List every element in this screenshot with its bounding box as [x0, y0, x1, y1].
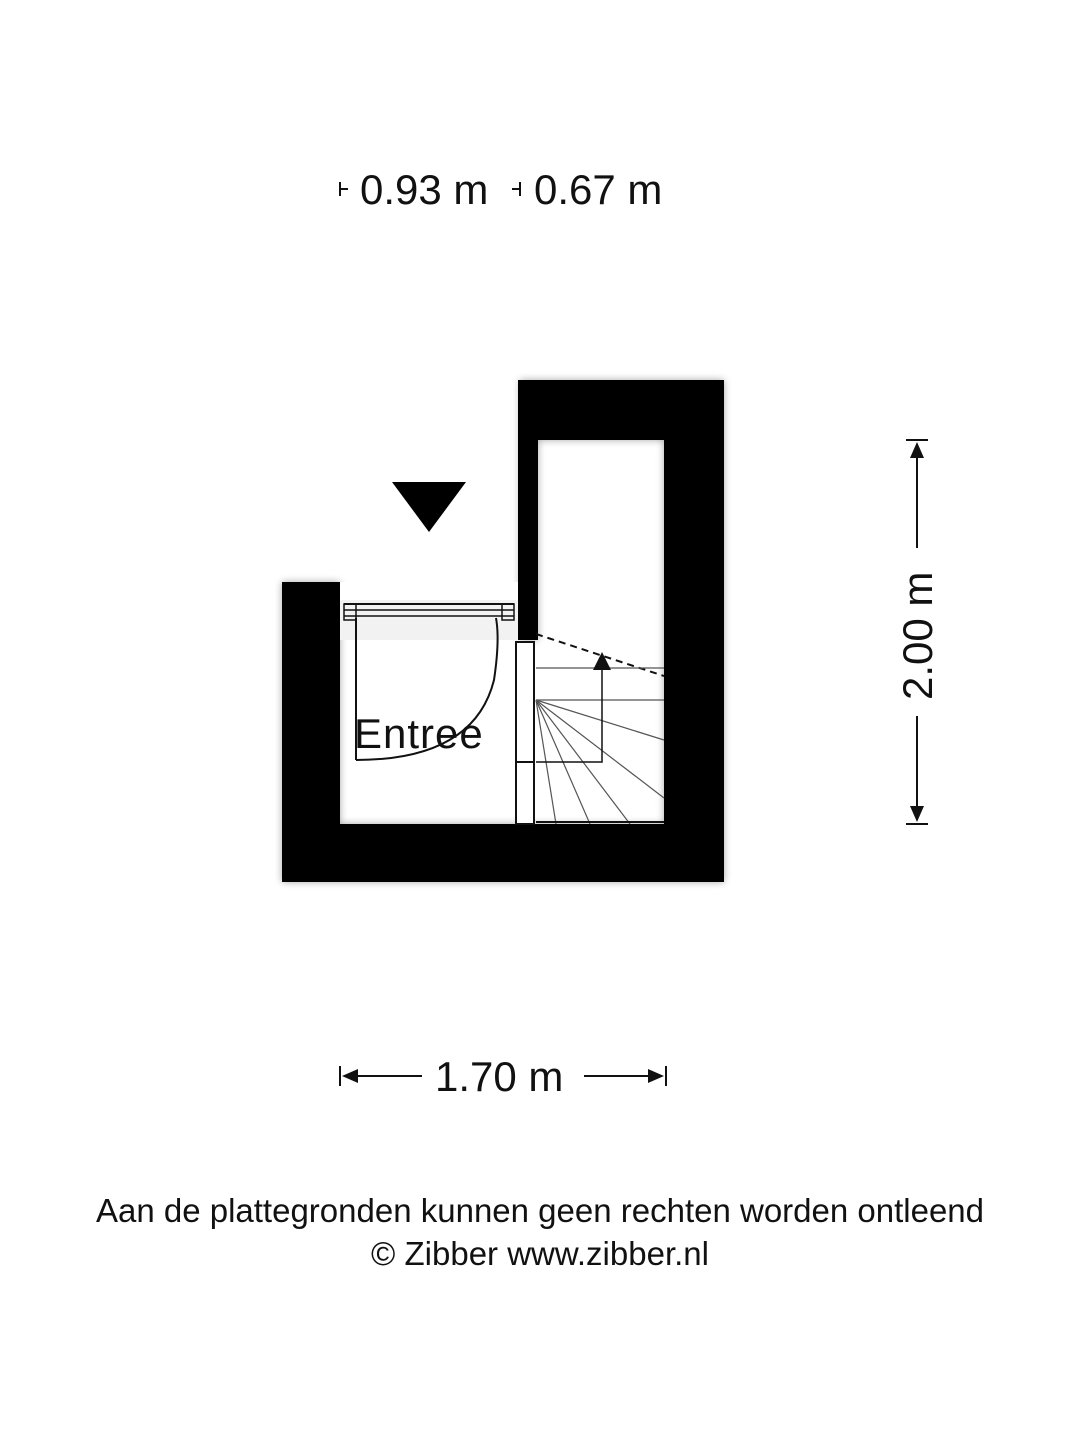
- entrance-arrow-icon: [392, 482, 466, 532]
- stair-stringer: [516, 642, 534, 824]
- dimension-right-label: 2.00 m: [894, 571, 941, 700]
- dimension-right: [894, 440, 941, 824]
- dimension-top-right-label: 0.67 m: [534, 166, 663, 213]
- stair-direction-arrow-icon: [593, 652, 611, 670]
- wall-stub: [516, 582, 538, 622]
- stair: [516, 634, 664, 824]
- room-label-entree: Entree: [354, 710, 484, 757]
- disclaimer-text: Aan de plattegronden kunnen geen rechten worden ontleend: [95, 1192, 985, 1229]
- copyright-text: © Zibber www.zibber.nl: [371, 1235, 709, 1272]
- dimension-bottom-label: 1.70 m: [435, 1053, 564, 1100]
- dimension-top-left-label: 0.93 m: [360, 166, 489, 213]
- dimension-top: [340, 166, 662, 213]
- dimension-bottom: [340, 1053, 666, 1100]
